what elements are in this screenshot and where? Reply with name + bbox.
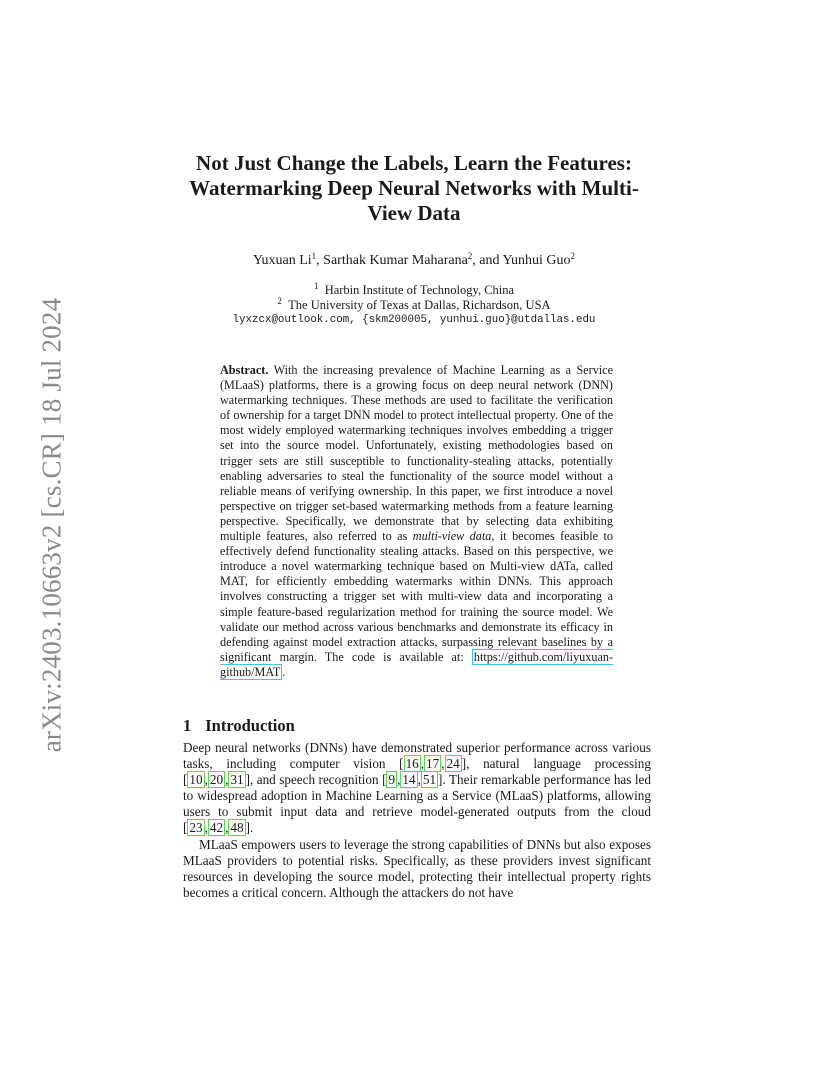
- affiliation-mark: 2: [570, 251, 576, 261]
- citation[interactable]: 23: [189, 820, 203, 836]
- abstract-heading: Abstract.: [220, 363, 269, 377]
- citation[interactable]: 16: [405, 756, 419, 772]
- paragraph-text: Deep neural networks (DNNs) have demonstrated superior performance across various tasks, including computer vision [: [183, 740, 651, 772]
- citation[interactable]: 10: [189, 772, 203, 788]
- arxiv-identifier-stamp[interactable]: arXiv:2403.10663v2 [cs.CR] 18 Jul 2024: [36, 297, 67, 753]
- affiliation-mark: 2: [277, 296, 282, 306]
- affiliation-mark: 1: [313, 281, 319, 291]
- affiliation-2: [150, 298, 678, 313]
- paper-title: Not Just Change the Labels, Learn the Features: Watermarking Deep Neural Networks with Multi-View Data: [189, 151, 639, 225]
- abstract-emphasis: multi-view data: [412, 529, 492, 544]
- affiliation-text: Harbin Institute of Technology, China: [324, 283, 515, 297]
- intro-paragraph-1: Deep neural networks (DNNs) have demonstrated superior performance across various tasks, including computer vision [ 16 , 17 , 24 ], natural language processing [ 10 , 20 , 31 ], and speech recognition [ 9 , 14 , 51 ]. Their remarkable performance has led to widespread adoption in Machine Learning as a Service (MLaaS) platforms, allowing users to submit input data and retrieve model-generated outputs from the cloud [ 23 , 42 , 48 ].: [183, 740, 651, 836]
- citation[interactable]: 14: [402, 772, 416, 788]
- citation[interactable]: 24: [446, 756, 460, 772]
- abstract-text: , it becomes feasible to effectively defend functionality stealing attacks. Based on this perspective, we introduce a novel watermarking technique based on Multi-view dATa, called MAT, for efficiently embedding watermarks within DNNs. This approach involves constructing a trigger set with multi-view data and incorporating a simple feature-based regularization method for training the source model. We validate our method across various benchmarks and demonstrate its efficacy in defending against model extraction attacks, surpassing relevant baselines by a significant margin. The code is available at:: [220, 529, 613, 664]
- section-number: 1: [183, 716, 192, 735]
- paragraph-text: ].: [245, 820, 254, 836]
- paragraph-text: ], natural language processing [: [183, 756, 651, 788]
- affiliation-text: The University of Texas at Dallas, Richardson, USA: [288, 298, 551, 312]
- affiliation-mark: 2: [467, 251, 473, 261]
- abstract-text: With the increasing prevalence of Machine Learning as a Service (MLaaS) platforms, there is a growing focus on deep neural network (DNN) watermarking techniques. These methods are used to facilitate the verification of ownership for a target DNN model to protect intellectual property. One of the most widely employed watermarking techniques involves embedding a trigger set into the source model. Unfortunately, existing methodologies based on trigger sets are still susceptible to functionality-stealing attacks, potentially enabling adversaries to steal the functionality of the source model without a reliable means of verifying ownership. In this paper, we first introduce a novel perspective on trigger set-based watermarking methods from a feature learning perspective. Specifically, we demonstrate that by selecting data exhibiting multiple features, also referred to as: [220, 363, 614, 544]
- abstract: [220, 363, 613, 680]
- author-list: [150, 253, 678, 269]
- citation[interactable]: 48: [230, 820, 244, 836]
- paragraph-text: ]. Their remarkable performance has led to widespread adoption in Machine Learning as a Service (MLaaS) platforms, allowing users to submit input data and retrieve model-generated outputs from the cloud [: [183, 772, 651, 836]
- citation[interactable]: 20: [209, 772, 224, 788]
- citation[interactable]: 9: [388, 772, 396, 788]
- citation[interactable]: 31: [230, 772, 244, 788]
- section-title: Introduction: [205, 716, 295, 735]
- author-name: Yuxuan Li: [252, 253, 312, 268]
- intro-paragraph-2: MLaaS empowers users to leverage the strong capabilities of DNNs but also exposes MLaaS providers to potential risks. Specifically, as these providers invest significant resources in developing the source model, protecting their intellectual property rights becomes a critical concern. Although the attackers do not have: [183, 837, 651, 901]
- citation[interactable]: 51: [422, 772, 437, 788]
- section-heading: [183, 716, 295, 736]
- paragraph-text: ], and speech recognition [: [245, 772, 387, 788]
- author-name: , and Yunhui Guo: [472, 253, 571, 268]
- affiliation-1: [150, 283, 678, 298]
- affiliation-mark: 1: [311, 251, 317, 261]
- citation[interactable]: 42: [209, 820, 224, 836]
- code-link[interactable]: https://github.com/liyuxuan-github/MAT: [220, 649, 614, 679]
- abstract-end: .: [282, 664, 286, 679]
- author-name: , Sarthak Kumar Maharana: [316, 253, 468, 268]
- citation[interactable]: 17: [426, 756, 440, 772]
- author-emails: lyxzcx@outlook.com, {skm200005, yunhui.guo}@utdallas.edu: [232, 314, 596, 326]
